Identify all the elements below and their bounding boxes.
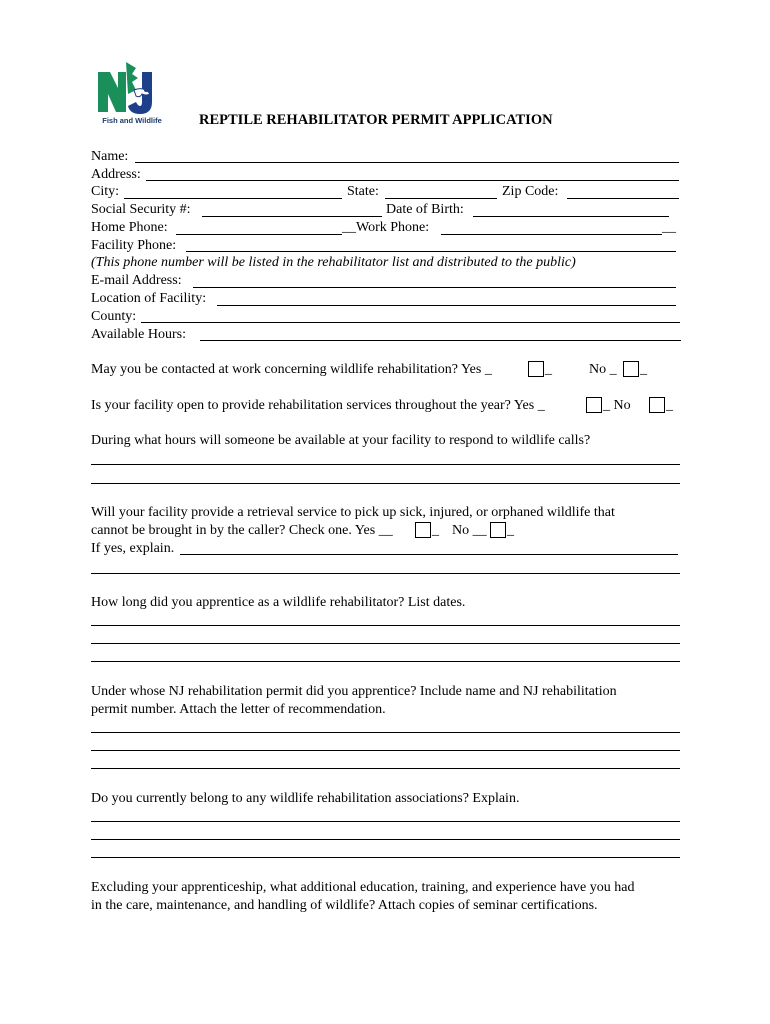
facility-phone-field[interactable]: [186, 251, 676, 252]
q3-answer-line[interactable]: [91, 483, 680, 484]
email-field[interactable]: [193, 287, 676, 288]
q1-no-label: No _: [589, 362, 617, 377]
location-label: Location of Facility:: [91, 291, 207, 306]
q6-text-line2: permit number. Attach the letter of recommendation.: [91, 702, 386, 717]
home-phone-field[interactable]: [176, 234, 342, 235]
q4-text-line2: cannot be brought in by the caller? Check one. Yes __: [91, 523, 393, 538]
q4-yes-tail: _: [432, 523, 439, 538]
page-title: REPTILE REHABILITATOR PERMIT APPLICATION: [199, 112, 553, 128]
q2-no-tail: _: [666, 398, 673, 413]
zip-label: Zip Code:: [502, 184, 559, 199]
q4-no-label: No __: [452, 523, 487, 538]
q6-answer-line[interactable]: [91, 768, 680, 769]
q4-no-checkbox[interactable]: [490, 522, 506, 538]
q5-answer-line[interactable]: [91, 625, 680, 626]
q6-answer-line[interactable]: [91, 750, 680, 751]
q3-text: During what hours will someone be available at your facility to respond to wildlife calls?: [91, 433, 591, 448]
q4-text-line1: Will your facility provide a retrieval service to pick up sick, injured, or orphaned wildlife that: [91, 505, 615, 520]
work-phone-tail: __: [662, 220, 676, 235]
ssn-field[interactable]: [202, 216, 382, 217]
zip-field[interactable]: [567, 198, 679, 199]
q4-explain-label: If yes, explain.: [91, 541, 175, 556]
address-label: Address:: [91, 167, 141, 182]
email-label: E-mail Address:: [91, 273, 182, 288]
q1-text: May you be contacted at work concerning wildlife rehabilitation? Yes _: [91, 362, 492, 377]
q5-answer-line[interactable]: [91, 661, 680, 662]
state-field[interactable]: [385, 198, 497, 199]
q7-text: Do you currently belong to any wildlife rehabilitation associations? Explain.: [91, 791, 520, 806]
dob-field[interactable]: [473, 216, 669, 217]
q5-answer-line[interactable]: [91, 643, 680, 644]
q6-text-line1: Under whose NJ rehabilitation permit did you apprentice? Include name and NJ rehabilitation: [91, 684, 617, 699]
facility-phone-label: Facility Phone:: [91, 238, 177, 253]
county-label: County:: [91, 309, 137, 324]
hours-label: Available Hours:: [91, 327, 186, 342]
facility-phone-note: (This phone number will be listed in the rehabilitator list and distributed to the public): [91, 255, 576, 270]
dob-label: Date of Birth:: [386, 202, 464, 217]
work-phone-field[interactable]: [441, 234, 662, 235]
address-field[interactable]: [146, 180, 679, 181]
q4-answer-line[interactable]: [91, 573, 680, 574]
state-label: State:: [347, 184, 379, 199]
q1-no-tail: _: [640, 362, 647, 377]
q2-text: Is your facility open to provide rehabilitation services throughout the year? Yes _: [91, 398, 545, 413]
q6-answer-line[interactable]: [91, 732, 680, 733]
q5-text: How long did you apprentice as a wildlife rehabilitator? List dates.: [91, 595, 466, 610]
name-label: Name:: [91, 149, 129, 164]
q3-answer-line[interactable]: [91, 464, 680, 465]
q1-yes-tail: _: [545, 362, 552, 377]
city-label: City:: [91, 184, 120, 199]
q4-no-tail: _: [507, 523, 514, 538]
nj-logo-icon: [96, 60, 168, 116]
q1-no-checkbox[interactable]: [623, 361, 639, 377]
home-phone-label: Home Phone:: [91, 220, 168, 235]
q8-text-line1: Excluding your apprenticeship, what additional education, training, and experience have you had: [91, 880, 635, 895]
q7-answer-line[interactable]: [91, 821, 680, 822]
q7-answer-line[interactable]: [91, 839, 680, 840]
ssn-label: Social Security #:: [91, 202, 191, 217]
q7-answer-line[interactable]: [91, 857, 680, 858]
logo-text: Fish and Wildlife: [102, 116, 162, 125]
q2-yes-checkbox[interactable]: [586, 397, 602, 413]
county-field[interactable]: [141, 322, 680, 323]
q4-yes-checkbox[interactable]: [415, 522, 431, 538]
location-field[interactable]: [217, 305, 676, 306]
q8-text-line2: in the care, maintenance, and handling of wildlife? Attach copies of seminar certifications.: [91, 898, 598, 913]
q2-yes-tail: _ No: [603, 398, 631, 413]
nj-fish-wildlife-logo: [96, 60, 168, 130]
q4-explain-field[interactable]: [180, 554, 678, 555]
q1-yes-checkbox[interactable]: [528, 361, 544, 377]
hours-field[interactable]: [200, 340, 681, 341]
q2-no-checkbox[interactable]: [649, 397, 665, 413]
city-field[interactable]: [124, 198, 342, 199]
work-phone-label: __Work Phone:: [342, 220, 430, 235]
name-field[interactable]: [135, 162, 679, 163]
